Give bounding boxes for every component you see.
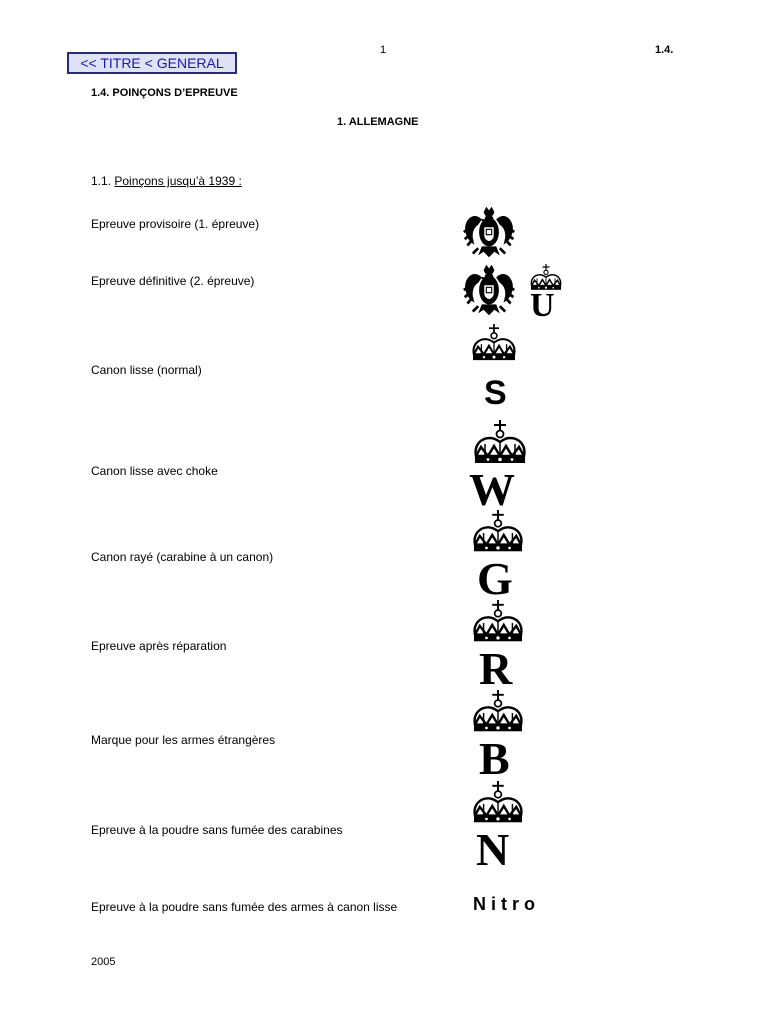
proof-letter: B [479, 733, 510, 784]
section-title: 1.4. POINÇONS D’EPREUVE [91, 87, 238, 99]
row-label: Epreuve après réparation [91, 639, 227, 653]
crown-icon [468, 781, 528, 829]
footer-year: 2005 [91, 956, 116, 968]
row-label: Marque pour les armes étrangères [91, 733, 276, 747]
crown-icon [468, 600, 528, 648]
proof-letter: N [476, 824, 510, 875]
proof-letter: W [469, 464, 515, 515]
row-label: Canon lisse avec choke [91, 464, 218, 478]
country-heading: 1. ALLEMAGNE [337, 116, 419, 128]
page-number: 1 [380, 44, 387, 56]
crown-icon [468, 510, 528, 558]
row-label: Epreuve provisoire (1. épreuve) [91, 217, 260, 231]
row-label: Canon rayé (carabine à un canon) [91, 550, 274, 564]
subsection-heading [91, 174, 242, 188]
subsection-number: 1.1. [91, 174, 115, 188]
section-reference: 1.4. [655, 44, 674, 56]
row-label: Epreuve à la poudre sans fumée des armes à canon lisse [91, 900, 398, 914]
nav-back-button[interactable]: << TITRE < GENERAL [67, 52, 237, 74]
crown-icon [468, 420, 532, 470]
row-label: Epreuve à la poudre sans fumée des carabines [91, 823, 343, 837]
proof-letter: R [479, 643, 513, 694]
proof-letter: U [530, 287, 555, 324]
proof-letter: G [477, 553, 513, 604]
crown-icon [466, 324, 522, 366]
row-label: Canon lisse (normal) [91, 363, 202, 377]
crown-icon [468, 690, 528, 738]
nitro-mark: Nitro [473, 894, 540, 914]
row-label: Epreuve définitive (2. épreuve) [91, 274, 255, 288]
subsection-title: Poinçons jusqu’à 1939 : [114, 174, 242, 188]
eagle-icon [462, 205, 516, 259]
eagle-icon [462, 263, 516, 317]
proof-letter: S [484, 374, 507, 412]
